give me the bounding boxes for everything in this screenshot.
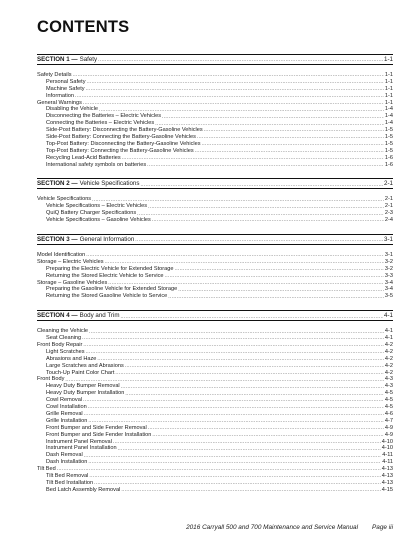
entry-page-number: 4-5 <box>384 390 393 397</box>
section-page-number: 3-1 <box>384 236 393 244</box>
entry-page-number: 4-3 <box>384 376 393 383</box>
entry-title: Dash Removal <box>46 452 83 459</box>
entry-title: Heavy Duty Bumper Removal <box>46 383 120 390</box>
entry-title: Top-Post Battery: Connecting the Battery-Gasoline Vehicles <box>46 147 194 154</box>
entry-title: Returning the Stored Electric Vehicle to Service <box>46 272 164 279</box>
toc-subentry[interactable] <box>37 148 393 155</box>
dot-leader <box>147 162 384 169</box>
dot-leader <box>88 459 381 466</box>
toc-subentry[interactable] <box>37 487 393 494</box>
section-page-number: 2-1 <box>384 180 393 188</box>
entry-title: Disconnecting the Batteries – Electric Vehicles <box>46 113 162 120</box>
entry-page-number: 4-5 <box>384 397 393 404</box>
section-entries <box>37 65 393 178</box>
toc-subentry[interactable] <box>37 93 393 100</box>
toc-subentry[interactable] <box>37 445 393 452</box>
dot-leader <box>83 100 384 107</box>
dot-leader <box>121 487 380 494</box>
toc-entry[interactable] <box>37 72 393 79</box>
entry-title: Cowl Removal <box>46 397 83 404</box>
dot-leader <box>178 287 384 294</box>
toc-subentry[interactable] <box>37 286 393 293</box>
entry-title: Instrument Panel Installation <box>46 445 117 452</box>
dot-leader <box>86 86 384 93</box>
entry-page-number: 1-4 <box>384 113 393 120</box>
toc-entry[interactable] <box>37 466 393 473</box>
section-number: SECTION 3 — <box>37 236 78 244</box>
dot-leader <box>148 425 384 432</box>
toc-entry[interactable] <box>37 196 393 203</box>
section-entries <box>37 245 393 310</box>
toc-subentry[interactable] <box>37 273 393 280</box>
toc-subentry[interactable] <box>37 113 393 120</box>
dot-leader <box>152 217 384 224</box>
entry-title: Storage – Gasoline Vehicles <box>37 279 108 286</box>
dot-leader <box>73 72 384 79</box>
dot-leader <box>195 148 384 155</box>
entry-page-number: 4-1 <box>384 328 393 335</box>
toc-subentry[interactable] <box>37 155 393 162</box>
toc-subentry[interactable] <box>37 266 393 273</box>
entry-page-number: 4-9 <box>384 424 393 431</box>
entry-page-number: 1-5 <box>384 140 393 147</box>
toc-subentry[interactable] <box>37 141 393 148</box>
section-entries <box>37 321 393 503</box>
entry-page-number: 4-6 <box>384 410 393 417</box>
section-name: Vehicle Specifications <box>79 180 140 188</box>
toc-entry[interactable] <box>37 377 393 384</box>
dot-leader <box>140 182 383 189</box>
entry-title: Safety Details <box>37 71 72 78</box>
entry-page-number: 2-3 <box>384 210 393 217</box>
dot-leader <box>175 266 384 273</box>
dot-leader <box>84 453 382 460</box>
dot-leader <box>122 155 384 162</box>
toc-entry[interactable] <box>37 252 393 259</box>
entry-page-number: 1-6 <box>384 154 393 161</box>
footer-manual-title: 2016 Carryall 500 and 700 Maintenance and Service Manual <box>186 524 359 531</box>
footer-page-number: Page iii <box>372 524 393 531</box>
dot-leader <box>94 480 381 487</box>
toc-entry[interactable] <box>37 100 393 107</box>
dot-leader <box>137 211 384 218</box>
dot-leader <box>125 363 384 370</box>
entry-page-number: 4-13 <box>381 466 393 473</box>
section-heading[interactable] <box>37 54 393 65</box>
entry-title: Light Scratches <box>46 348 85 355</box>
entry-page-number: 1-1 <box>384 71 393 78</box>
entry-title: Front Body <box>37 376 65 383</box>
section-name: General Information <box>79 236 135 244</box>
entry-page-number: 1-6 <box>384 161 393 168</box>
entry-title: Instrument Panel Removal <box>46 438 112 445</box>
entry-page-number: 4-15 <box>381 486 393 493</box>
section-page-number: 1-1 <box>384 56 393 63</box>
toc-subentry[interactable] <box>37 134 393 141</box>
entry-page-number: 3-4 <box>384 279 393 286</box>
entry-title: Front Bumper and Side Fender Removal <box>46 424 147 431</box>
section-name: Safety <box>79 56 98 63</box>
entry-title: Abrasions and Haze <box>46 355 97 362</box>
entry-page-number: 1-5 <box>384 127 393 134</box>
entry-title: Tilt Bed Removal <box>46 472 89 479</box>
section-name: Body and Trim <box>79 312 120 320</box>
entry-title: Heavy Duty Bumper Installation <box>46 390 125 397</box>
dot-leader <box>86 349 384 356</box>
entry-title: International safety symbols on batteries <box>46 161 147 168</box>
toc-subentry[interactable] <box>37 404 393 411</box>
toc-subentry[interactable] <box>37 349 393 356</box>
toc-subentry[interactable] <box>37 383 393 390</box>
entry-title: Connecting the Batteries – Electric Vehicles <box>46 120 155 127</box>
dot-leader <box>121 384 384 391</box>
entry-page-number: 3-1 <box>384 252 393 259</box>
entry-page-number: 4-2 <box>384 355 393 362</box>
dot-leader <box>89 329 384 336</box>
dot-leader <box>197 134 384 141</box>
dot-leader <box>83 342 384 349</box>
dot-leader <box>89 473 380 480</box>
entry-page-number: 1-5 <box>384 147 393 154</box>
entry-title: Front Bumper and Side Fender Installation <box>46 431 152 438</box>
toc-subentry[interactable] <box>37 459 393 466</box>
entry-title: Model Identification <box>37 252 86 259</box>
entry-title: QuiQ Battery Charger Specifications <box>46 210 137 217</box>
toc-subentry[interactable] <box>37 127 393 134</box>
section-number: SECTION 4 — <box>37 312 78 320</box>
toc-subentry[interactable] <box>37 473 393 480</box>
entry-title: Cowl Installation <box>46 404 87 411</box>
entry-title: Machine Safety <box>46 85 85 92</box>
entry-title: Storage – Electric Vehicles <box>37 258 104 265</box>
toc-subentry[interactable] <box>37 425 393 432</box>
page-title: CONTENTS <box>37 18 130 36</box>
entry-title: Grille Removal <box>46 410 83 417</box>
dot-leader <box>113 439 381 446</box>
toc-entry[interactable] <box>37 259 393 266</box>
toc-subentry[interactable] <box>37 432 393 439</box>
entry-page-number: 1-5 <box>384 134 393 140</box>
dot-leader <box>204 127 384 134</box>
dot-leader <box>135 237 383 244</box>
dot-leader <box>86 252 384 259</box>
entry-page-number: 4-2 <box>384 369 393 376</box>
dot-leader <box>125 391 384 398</box>
entry-page-number: 4-10 <box>381 445 393 452</box>
entry-title: Vehicle Specifications – Gasoline Vehicles <box>46 217 151 224</box>
toc-subentry[interactable] <box>37 162 393 169</box>
entry-title: Preparing the Electric Vehicle for Extended Storage <box>46 265 174 272</box>
dot-leader <box>88 404 384 411</box>
entry-page-number: 4-1 <box>384 335 393 342</box>
entry-title: Cleaning the Vehicle <box>37 328 89 335</box>
entry-title: Dash Installation <box>46 459 88 466</box>
entry-page-number: 1-4 <box>384 120 393 127</box>
toc-subentry[interactable] <box>37 411 393 418</box>
entry-page-number: 4-2 <box>384 342 393 349</box>
entry-page-number: 4-11 <box>382 452 393 459</box>
section-entries <box>37 189 393 234</box>
dot-leader <box>118 446 381 453</box>
entry-title: Information <box>46 92 74 99</box>
entry-title: Side-Post Battery: Disconnecting the Battery-Gasoline Vehicles <box>46 127 203 134</box>
dot-leader <box>83 397 384 404</box>
toc-entry[interactable] <box>37 328 393 335</box>
toc-entry[interactable] <box>37 280 393 287</box>
toc-subentry[interactable] <box>37 418 393 425</box>
entry-title: Touch-Up Paint Color Chart <box>46 369 115 376</box>
section-number: SECTION 1 — <box>37 56 78 63</box>
entry-title: Personal Safety <box>46 78 86 85</box>
entry-title: Vehicle Specifications – Electric Vehicles <box>46 203 148 210</box>
dot-leader <box>120 314 383 321</box>
toc-subentry[interactable] <box>37 363 393 370</box>
toc-subentry[interactable] <box>37 217 393 224</box>
toc-subentry[interactable] <box>37 452 393 459</box>
section-heading[interactable] <box>37 234 393 245</box>
entry-title: General Warnings <box>37 99 82 106</box>
entry-page-number: 1-1 <box>384 99 393 106</box>
section-heading[interactable] <box>37 178 393 189</box>
toc-subentry[interactable] <box>37 370 393 377</box>
entry-page-number: 3-5 <box>384 293 393 300</box>
entry-title: Returning the Stored Gasoline Vehicle to Service <box>46 293 168 300</box>
toc-subentry[interactable] <box>37 439 393 446</box>
toc-subentry[interactable] <box>37 390 393 397</box>
toc-subentry[interactable] <box>37 356 393 363</box>
dot-leader <box>165 273 384 280</box>
table-of-contents <box>37 54 393 504</box>
toc-subentry[interactable] <box>37 86 393 93</box>
entry-page-number: 4-13 <box>381 472 393 479</box>
section-page-number: 4-1 <box>384 312 393 320</box>
entry-page-number: 4-7 <box>384 417 393 424</box>
entry-title: Seat Cleaning <box>46 335 82 342</box>
entry-title: Front Body Repair <box>37 342 83 349</box>
entry-page-number: 4-10 <box>381 438 393 445</box>
entry-page-number: 1-1 <box>384 85 393 92</box>
entry-title: Large Scratches and Abrasions <box>46 362 124 369</box>
entry-title: Tilt Bed <box>37 466 56 473</box>
dot-leader <box>87 79 384 86</box>
dot-leader <box>57 466 381 473</box>
dot-leader <box>75 93 384 100</box>
section-number: SECTION 2 — <box>37 180 78 188</box>
toc-subentry[interactable] <box>37 480 393 487</box>
toc-subentry[interactable] <box>37 106 393 113</box>
dot-leader <box>97 356 384 363</box>
toc-subentry[interactable] <box>37 293 393 300</box>
entry-page-number: 3-2 <box>384 258 393 265</box>
entry-page-number: 4-11 <box>382 459 393 466</box>
dot-leader <box>202 141 384 148</box>
entry-title: Tilt Bed Installation <box>46 479 94 486</box>
toc-entry[interactable] <box>37 342 393 349</box>
entry-title: Disabling the Vehicle <box>46 106 98 113</box>
entry-title: Grille Installation <box>46 417 88 424</box>
entry-title: Bed Latch Assembly Removal <box>46 486 121 493</box>
entry-page-number: 3-3 <box>384 272 393 279</box>
toc-subentry[interactable] <box>37 203 393 210</box>
toc-subentry[interactable] <box>37 335 393 342</box>
dot-leader <box>168 294 384 301</box>
entry-page-number: 4-2 <box>384 362 393 369</box>
entry-title: Preparing the Gasoline Vehicle for Extended Storage <box>46 286 178 293</box>
dot-leader <box>152 432 383 439</box>
dot-leader <box>82 335 384 342</box>
entry-page-number: 4-3 <box>384 383 393 390</box>
entry-page-number: 4-9 <box>384 431 393 438</box>
entry-page-number: 1-1 <box>384 92 393 99</box>
entry-page-number: 3-4 <box>384 286 393 293</box>
toc-subentry[interactable] <box>37 120 393 127</box>
entry-page-number: 2-1 <box>384 203 393 210</box>
toc-subentry[interactable] <box>37 210 393 217</box>
dot-leader <box>98 57 383 64</box>
entry-title: Side-Post Battery: Connecting the Battery-Gasoline Vehicles <box>46 134 196 140</box>
entry-page-number: 4-2 <box>384 348 393 355</box>
toc-subentry[interactable] <box>37 397 393 404</box>
entry-title: Vehicle Specifications <box>37 196 92 203</box>
dot-leader <box>115 370 384 377</box>
dot-leader <box>162 114 384 121</box>
toc-subentry[interactable] <box>37 79 393 86</box>
dot-leader <box>84 411 384 418</box>
section-heading[interactable] <box>37 310 393 321</box>
entry-title: Recycling Lead-Acid Batteries <box>46 154 121 161</box>
page-footer <box>0 524 393 531</box>
entry-page-number: 1-1 <box>384 78 393 85</box>
entry-page-number: 1-4 <box>384 106 393 113</box>
entry-page-number: 4-13 <box>381 479 393 486</box>
entry-page-number: 4-5 <box>384 404 393 411</box>
entry-page-number: 2-1 <box>384 196 393 203</box>
entry-page-number: 3-2 <box>384 265 393 272</box>
dot-leader <box>148 204 384 211</box>
entry-title: Top-Post Battery: Disconnecting the Battery-Gasoline Vehicles <box>46 140 201 147</box>
entry-page-number: 2-4 <box>384 217 393 224</box>
